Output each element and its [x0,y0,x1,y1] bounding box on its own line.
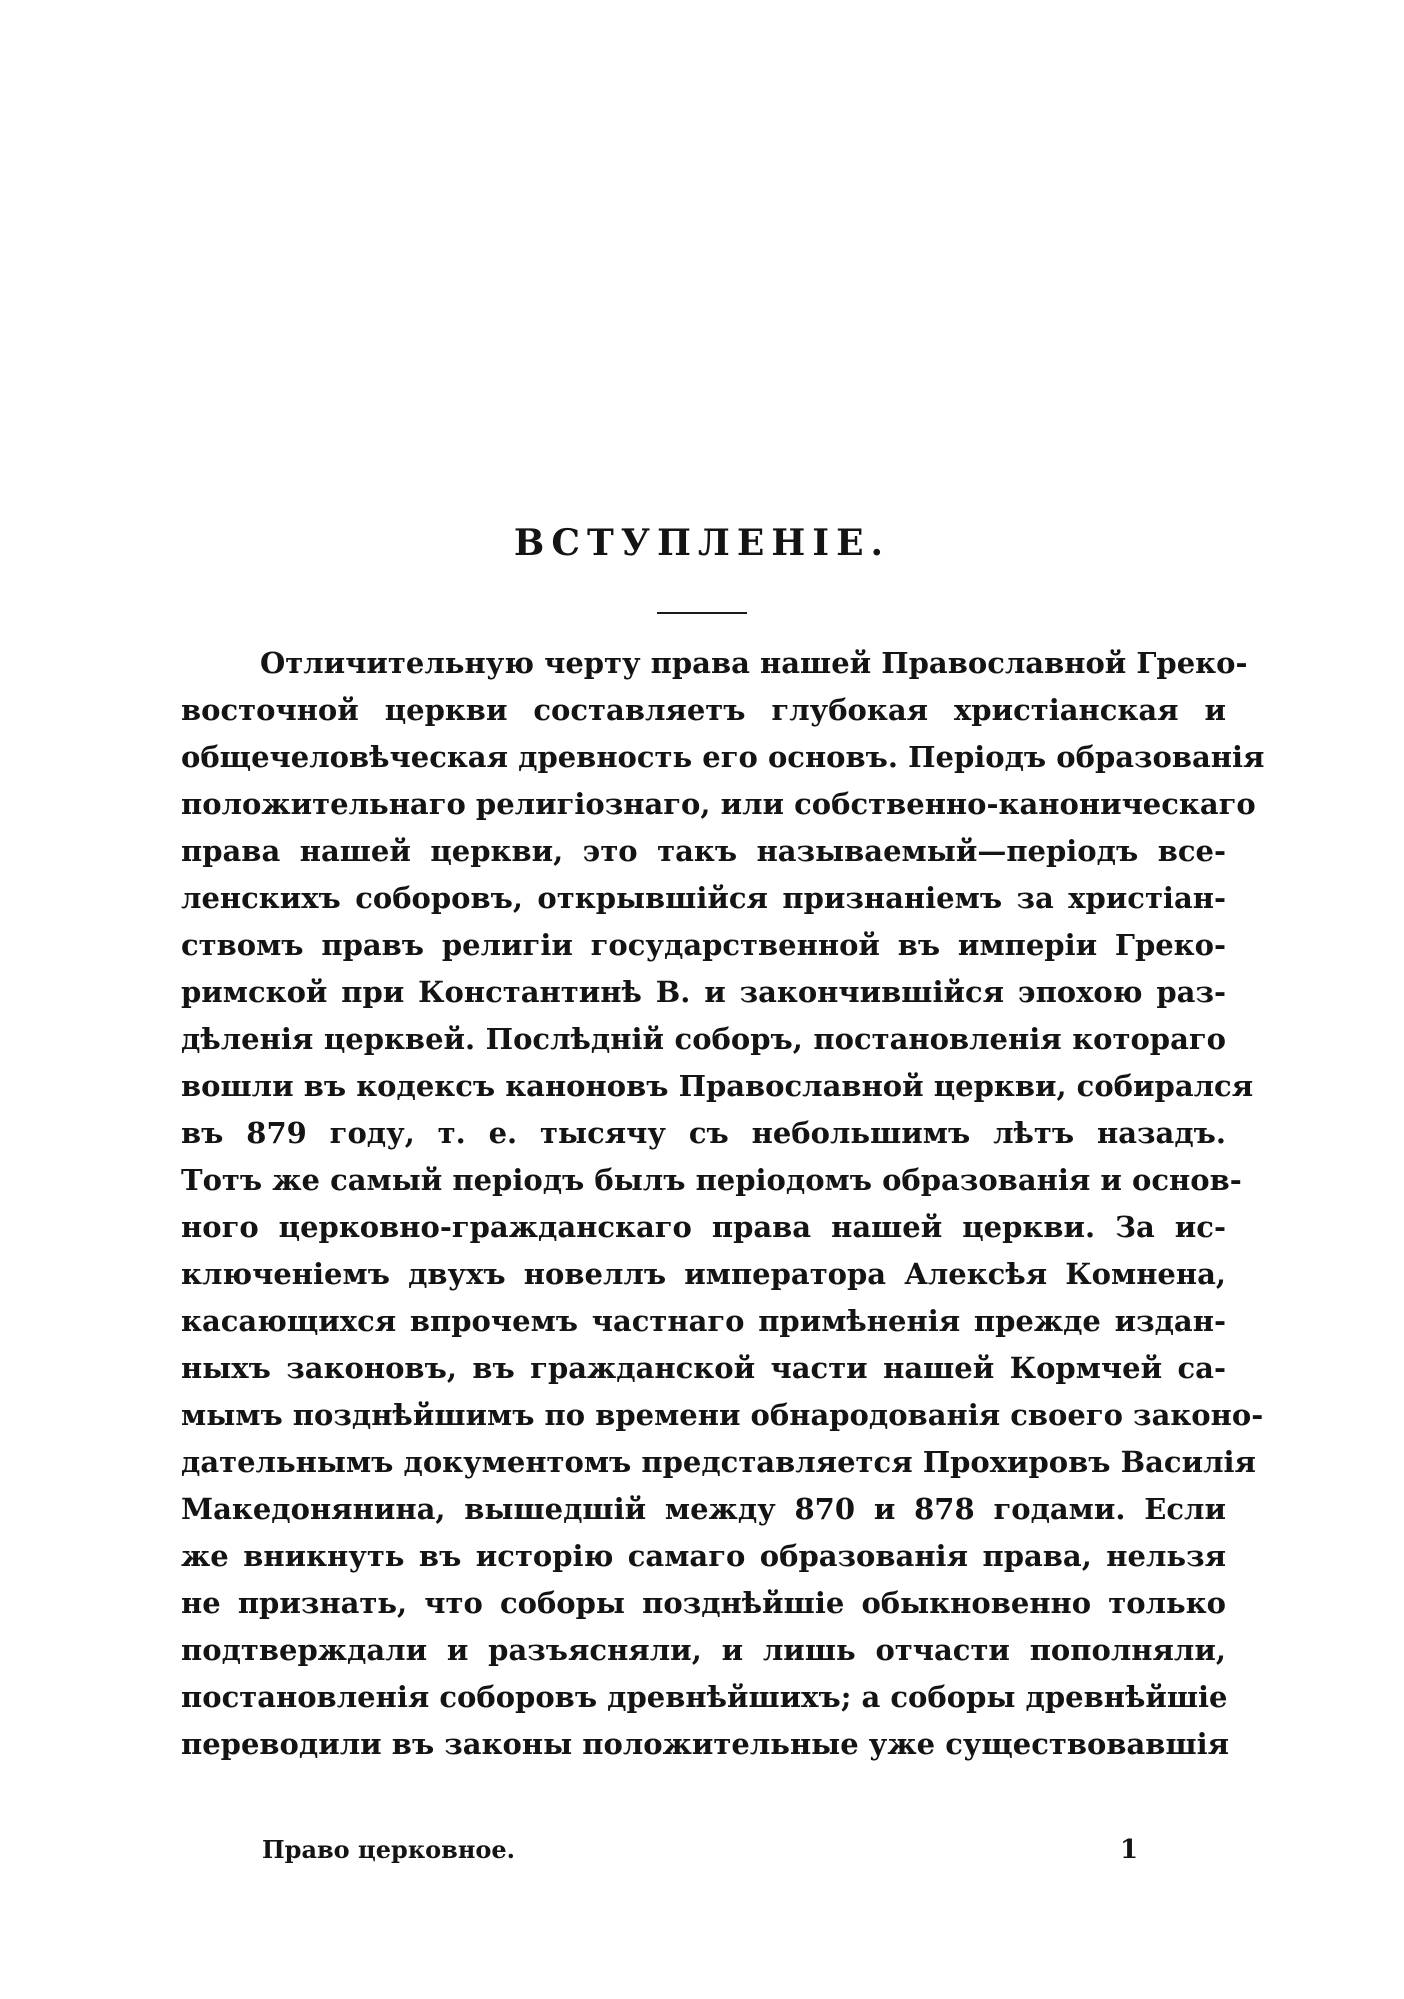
text-line: восточной церкви составляетъ глубокая христіанская и [181,693,1226,727]
text-line: положительнаго религіознаго, или собственно-каноническаго [181,787,1256,821]
text-line: Тотъ же самый періодъ былъ періодомъ образованія и основ- [181,1163,1242,1197]
text-line: ленскихъ соборовъ, открывшійся признаніемъ за христіан- [181,881,1226,915]
body-paragraph [181,640,1265,1768]
text-line: дательнымъ документомъ представляется Прохировъ Василія [181,1445,1256,1479]
text-line: ключеніемъ двухъ новеллъ императора Алексѣя Комнена, [181,1257,1226,1291]
text-line: въ 879 году, т. е. тысячу съ небольшимъ лѣтъ назадъ. [181,1116,1226,1150]
text-line: подтверждали и разъясняли, и лишь отчасти пополняли, [181,1633,1226,1667]
text-line: ного церковно-гражданскаго права нашей церкви. За ис- [181,1210,1226,1244]
running-title: Право церковное. [262,1835,516,1864]
text-line: права нашей церкви, это такъ называемый—періодъ все- [181,834,1226,868]
text-line: мымъ позднѣйшимъ по времени обнародованія своего законо- [181,1398,1264,1432]
text-line: дѣленія церквей. Послѣдній соборъ, постановленія котораго [181,1022,1226,1056]
text-line: касающихся впрочемъ частнаго примѣненія прежде издан- [181,1304,1226,1338]
text-line: ствомъ правъ религіи государственной въ имперіи Греко- [181,928,1226,962]
text-line: римской при Константинѣ В. и закончившійся эпохою раз- [181,975,1226,1009]
text-line: Македонянина, вышедшій между 870 и 878 годами. Если [181,1492,1226,1526]
text-line: общечеловѣческая древность его основъ. Періодъ образованія [181,740,1265,774]
chapter-heading: ВСТУПЛЕНІЕ. [513,522,891,564]
text-line: вошли въ кодексъ каноновъ Православной церкви, собирался [181,1069,1254,1103]
text-line: Отличительную черту права нашей Православной Греко- [260,646,1248,680]
heading-divider [657,612,747,614]
text-line: постановленія соборовъ древнѣйшихъ; а соборы древнѣйшіе [181,1680,1228,1714]
text-line: переводили въ законы положительные уже существовавшія [181,1727,1230,1761]
text-line: не признать, что соборы позднѣйшіе обыкновенно только [181,1586,1226,1620]
text-line: же вникнуть въ исторію самаго образованія права, нельзя [181,1539,1226,1573]
text-line: ныхъ законовъ, въ гражданской части нашей Кормчей са- [181,1351,1226,1385]
signature-number: 1 [1120,1835,1139,1865]
page-footer [0,1832,1404,1872]
